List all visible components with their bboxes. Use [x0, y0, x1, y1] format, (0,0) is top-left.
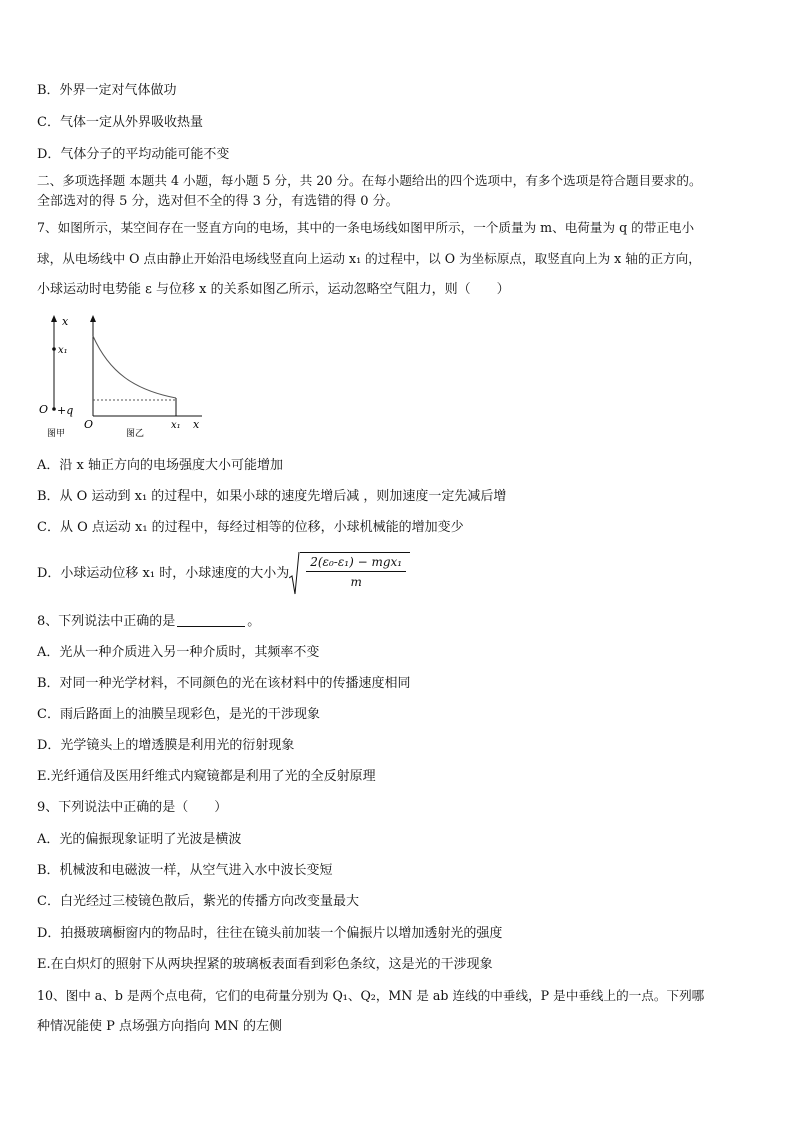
jia-point-origin: [52, 407, 56, 411]
jia-axis-label: x: [62, 315, 69, 328]
answer-blank[interactable]: [177, 614, 245, 627]
yi-caption: 图乙: [126, 429, 145, 439]
jia-origin-label: O: [39, 403, 49, 416]
q8-stem-text: 8、下列说法中正确的是: [37, 614, 176, 629]
fraction-numerator: 2(ε₀-ε₁) − mgx₁: [306, 555, 406, 572]
q8-stem: [37, 614, 260, 630]
q7-option-a: A．沿 x 轴正方向的电场强度大小可能增加: [37, 458, 283, 473]
q7-figure-svg: [34, 312, 214, 440]
q6-option-b: B．外界一定对气体做功: [37, 83, 177, 98]
jia-arrow-icon: [51, 315, 57, 322]
yi-y-arrow-icon: [90, 315, 96, 322]
q7-figure: [34, 312, 214, 445]
q7-option-b: B．从 O 运动到 x₁ 的过程中，如果小球的速度先增后减 ，则加速度一定先减后增: [37, 489, 507, 504]
q6-option-d: D．气体分子的平均动能可能不变: [37, 147, 230, 162]
fraction-denominator: m: [350, 575, 362, 590]
q7-option-d: [37, 552, 410, 596]
jia-point-label: x₁: [58, 345, 68, 356]
q7-stem-line2: 球，从电场线中 O 点由静止开始沿电场线竖直向上运动 x₁ 的过程中，以 O 为坐标原点，取竖直向上为 x 轴的正方向，: [37, 251, 701, 266]
q8-option-b: B．对同一种光学材料，不同颜色的光在该材料中的传播速度相同: [37, 676, 411, 691]
q7-stem-line1: 7、如图所示，某空间存在一竖直方向的电场，其中的一条电场线如图甲所示，一个质量为 m、电荷量为 q 的带正电小: [37, 220, 695, 235]
sqrt-icon: [289, 552, 300, 596]
section-heading-line2: 全部选对的得 5 分，选对但不全的得 3 分，有选错的得 0 分。: [37, 194, 399, 209]
jia-charge-label: +q: [57, 404, 74, 417]
q9-option-a: A．光的偏振现象证明了光波是横波: [37, 832, 242, 847]
q7-option-d-text: D．小球运动位移 x₁ 时，小球速度的大小为: [37, 566, 290, 582]
q8-option-c: C．雨后路面上的油膜呈现彩色，是光的干涉现象: [37, 707, 320, 722]
q8-stem-end: 。: [247, 614, 261, 629]
q10-stem-line1: 10、图中 a、b 是两个点电荷，它们的电荷量分别为 Q₁、Q₂，MN 是 ab 连线的中垂线，P 是中垂线上的一点。下列哪: [37, 988, 705, 1003]
q9-stem: 9、下列说法中正确的是（ ）: [37, 800, 228, 815]
q8-option-e: E.光纤通信及医用纤维式内窥镜都是利用了光的全反射原理: [37, 769, 376, 784]
q7-option-d-sqrt: [289, 552, 410, 596]
jia-point-x1: [52, 347, 56, 351]
q7-option-d-fraction: [306, 555, 406, 590]
yi-x-axis-label: x: [193, 418, 200, 431]
yi-tick-label: x₁: [171, 420, 181, 431]
q9-option-b: B．机械波和电磁波一样，从空气进入水中波长变短: [37, 863, 333, 878]
q8-option-d: D．光学镜头上的增透膜是利用光的衍射现象: [37, 738, 295, 753]
q9-option-e: E.在白炽灯的照射下从两块捏紧的玻璃板表面看到彩色条纹，这是光的干涉现象: [37, 957, 493, 972]
section-heading-line1: 二、多项选择题 本题共 4 小题，每小题 5 分，共 20 分。在每小题给出的四个选项中，有多个选项是符合题目要求的。: [37, 173, 702, 188]
yi-origin-label: O: [84, 418, 94, 431]
jia-caption: 图甲: [47, 429, 66, 439]
q7-option-c: C．从 O 点运动 x₁ 的过程中，每经过相等的位移，小球机械能的增加变少: [37, 520, 464, 535]
q9-option-d: D．拍摄玻璃橱窗内的物品时，往往在镜头前加装一个偏振片以增加透射光的强度: [37, 926, 503, 941]
q7-stem-line3: 小球运动时电势能 ε 与位移 x 的关系如图乙所示，运动忽略空气阻力，则（ ）: [37, 282, 510, 297]
q9-option-c: C．白光经过三棱镜色散后，紫光的传播方向改变量最大: [37, 894, 359, 909]
q6-option-c: C．气体一定从外界吸收热量: [37, 115, 203, 130]
q8-option-a: A．光从一种介质进入另一种介质时，其频率不变: [37, 645, 320, 660]
q10-stem-line2: 种情况能使 P 点场强方向指向 MN 的左侧: [37, 1019, 282, 1034]
yi-curve: [93, 336, 176, 398]
